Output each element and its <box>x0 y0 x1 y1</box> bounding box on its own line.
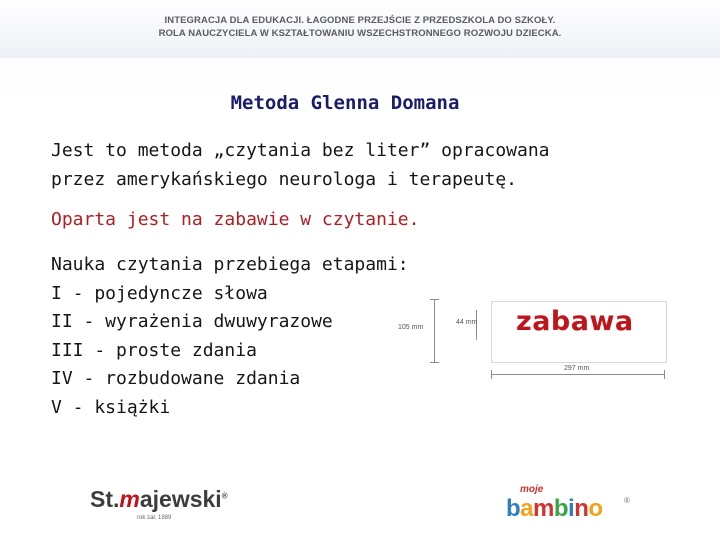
flashcard-word: zabawa <box>516 306 634 337</box>
bambino-letter: i <box>568 495 575 522</box>
registered-mark: ® <box>624 496 630 505</box>
header-line-1: INTEGRACJA DLA EDUKACJI. ŁAGODNE PRZEJŚCIE Z PRZEDSZKOLA DO SZKOŁY. <box>164 15 556 26</box>
list-item: I - pojedyncze słowa <box>51 282 268 304</box>
list-item: IV - rozbudowane zdania <box>51 368 301 389</box>
intro-line-1: Jest to metoda „czytania bez liter” opracowana <box>51 140 550 161</box>
bambino-letter: m <box>533 495 554 522</box>
list-item: II - wyrażenia dwuwyrazowe <box>51 311 333 332</box>
majewski-since: rok zał. 1989 <box>137 515 172 521</box>
bambino-letter: b <box>506 495 521 522</box>
bambino-letter: a <box>520 495 534 522</box>
dimension-tick <box>664 370 665 379</box>
header-line-2: ROLA NAUCZYCIELA W KSZTAŁTOWANIU WSZECHSTRONNEGO ROZWOJU DZIECKA. <box>158 28 562 39</box>
dimension-tick <box>430 362 439 363</box>
bambino-letter: n <box>574 495 589 522</box>
moje-text: moje <box>520 484 544 495</box>
dimension-tick <box>430 299 439 300</box>
list-heading: Nauka czytania przebiega etapami: <box>51 254 409 275</box>
slide-title: Metoda Glenna Domana <box>230 92 460 114</box>
majewski-logo <box>90 486 228 526</box>
width-dimension-line <box>491 374 665 375</box>
majewski-wordmark: St.majewski® <box>90 486 228 512</box>
bambino-letter: b <box>553 495 569 522</box>
bambino-wordmark <box>506 495 603 523</box>
list-item: III - proste zdania <box>51 339 257 361</box>
highlight-text: Oparta jest na zabawie w czytanie. <box>51 209 420 230</box>
width-label: 297 mm <box>561 365 592 372</box>
bambino-letter: o <box>588 495 603 522</box>
dimension-tick <box>491 370 492 379</box>
height-dimension-line <box>434 299 435 363</box>
moje-bambino-logo <box>506 486 636 526</box>
letter-height-label: 44 mm <box>456 319 478 326</box>
height-label: 105 mm <box>398 324 424 331</box>
list-item: V - książki <box>51 396 171 418</box>
flashcard-diagram <box>396 292 676 384</box>
intro-line-2: przez amerykańskiego neurologa i terapeutę. <box>51 169 517 190</box>
stages-list <box>51 251 409 422</box>
